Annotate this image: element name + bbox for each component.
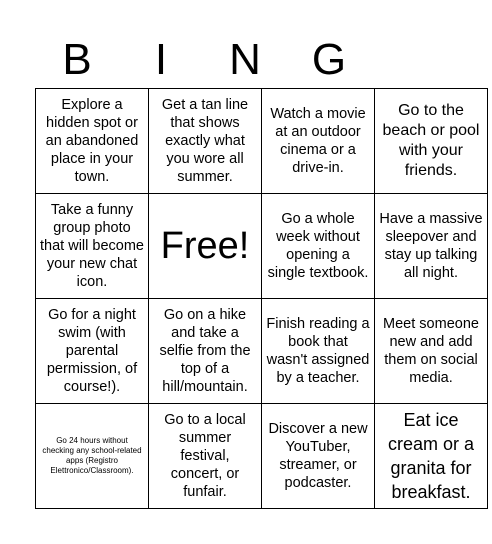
- bingo-cell[interactable]: Go to the beach or pool with your friends.: [375, 89, 488, 194]
- board-row-1: [36, 89, 488, 194]
- bingo-cell[interactable]: Watch a movie at an outdoor cinema or a drive-in.: [262, 89, 375, 194]
- bingo-cell[interactable]: Go on a hike and take a selfie from the top of a hill/mountain.: [149, 299, 262, 404]
- free-space[interactable]: Free!: [149, 194, 262, 299]
- board-row-3: [36, 299, 488, 404]
- bingo-cell[interactable]: Eat ice cream or a granita for breakfast.: [375, 404, 488, 509]
- bingo-cell[interactable]: Go to a local summer festival, concert, or funfair.: [149, 404, 262, 509]
- bingo-cell[interactable]: Go for a night swim (with parental permission, of course!).: [36, 299, 149, 404]
- header-letter-g: G: [311, 35, 347, 84]
- header-letter-b: B: [62, 35, 92, 84]
- bingo-cell[interactable]: Discover a new YouTuber, streamer, or podcaster.: [262, 404, 375, 509]
- bingo-board: [35, 88, 488, 509]
- bingo-cell[interactable]: Take a funny group photo that will become your new chat icon.: [36, 194, 149, 299]
- bingo-cell[interactable]: Meet someone new and add them on social media.: [375, 299, 488, 404]
- bingo-cell[interactable]: Go a whole week without opening a single textbook.: [262, 194, 375, 299]
- board-row-2: [36, 194, 488, 299]
- header-letter-i: I: [154, 35, 168, 84]
- bingo-header: [35, 34, 455, 86]
- bingo-cell[interactable]: Get a tan line that shows exactly what you wore all summer.: [149, 89, 262, 194]
- bingo-cell[interactable]: Explore a hidden spot or an abandoned place in your town.: [36, 89, 149, 194]
- board-row-4: [36, 404, 488, 509]
- bingo-cell[interactable]: Go 24 hours without checking any school-related apps (Registro Elettronico/Classroom).: [36, 404, 149, 509]
- bingo-cell[interactable]: Finish reading a book that wasn't assigned by a teacher.: [262, 299, 375, 404]
- header-letter-n: N: [229, 35, 261, 84]
- bingo-cell[interactable]: Have a massive sleepover and stay up talking all night.: [375, 194, 488, 299]
